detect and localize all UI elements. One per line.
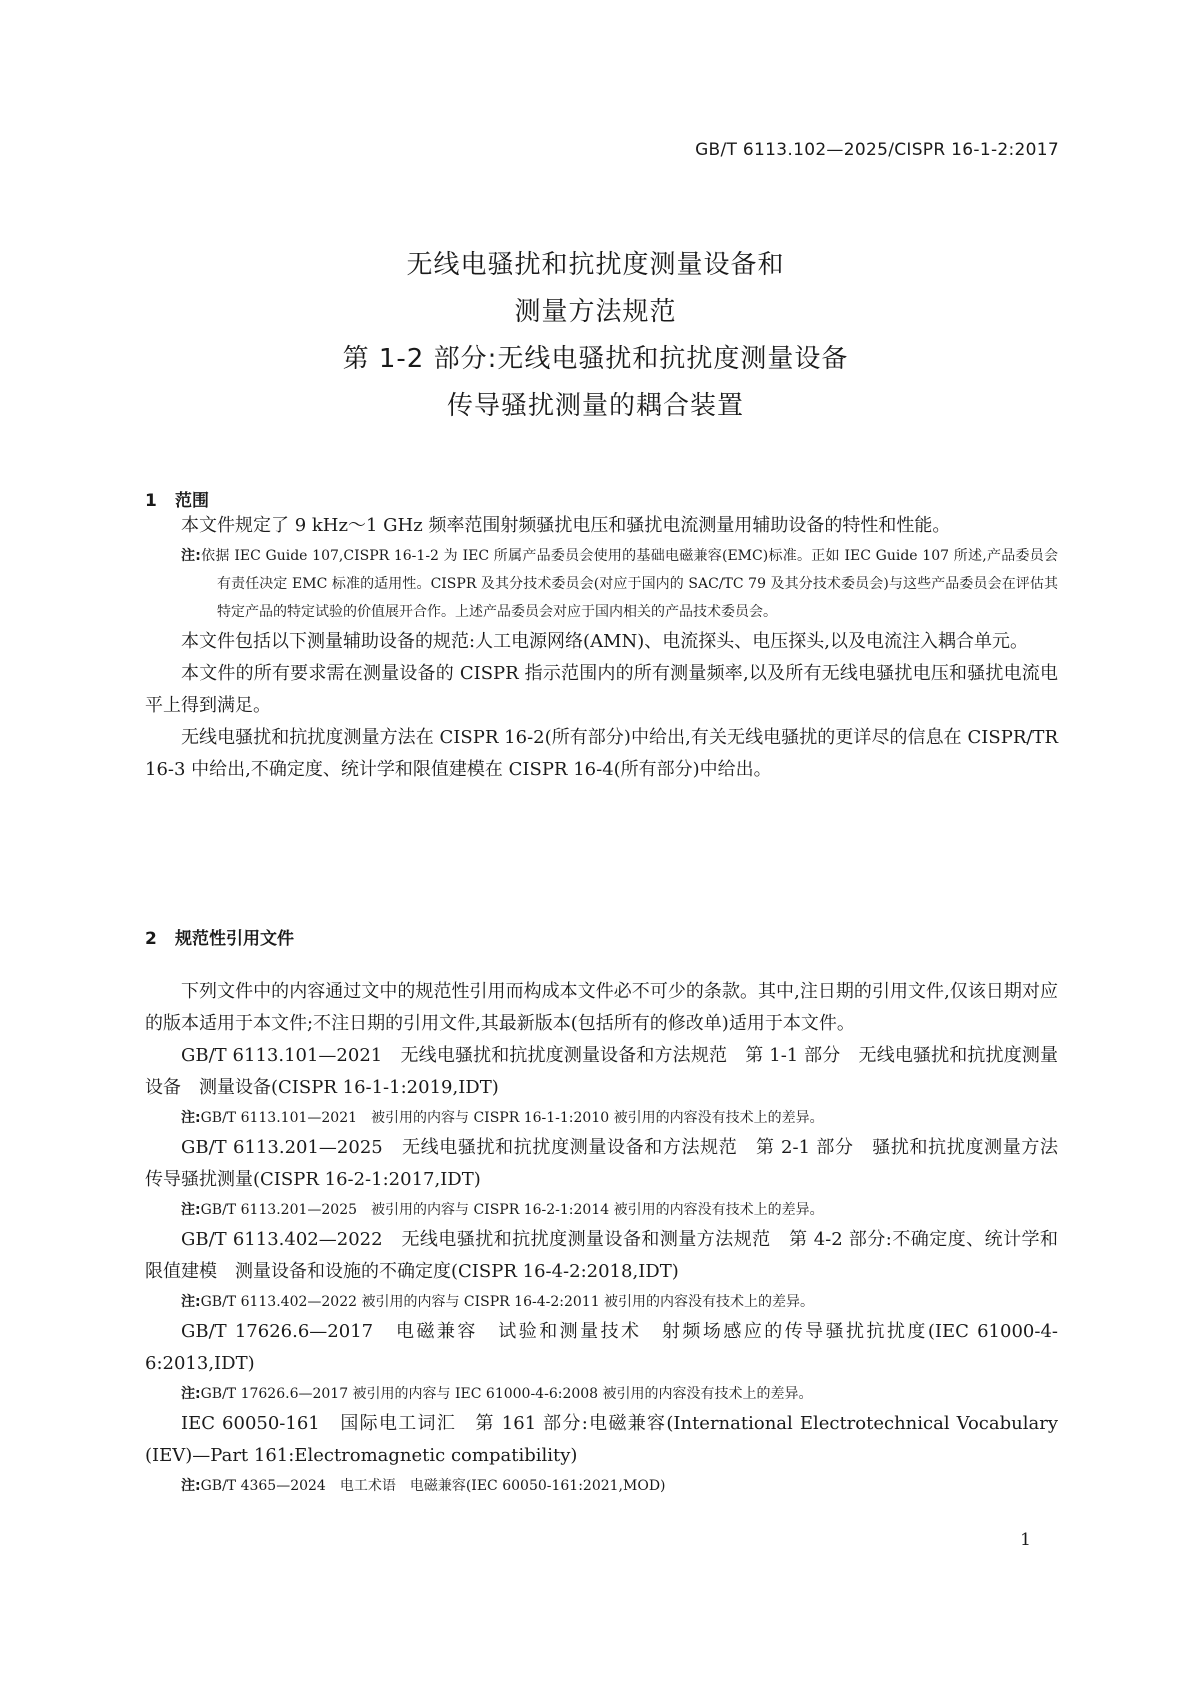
reference-note-text: GB/T 17626.6—2017 被引用的内容与 IEC 61000-4-6:2008 被引用的内容没有技术上的差异。 bbox=[200, 1386, 813, 1402]
reference-note bbox=[145, 1380, 1058, 1408]
reference-note bbox=[145, 1472, 1058, 1500]
page-number: 1 bbox=[1020, 1530, 1031, 1550]
reference-item: GB/T 6113.402—2022 无线电骚扰和抗扰度测量设备和测量方法规范 第 4-2 部分:不确定度、统计学和限值建模 测量设备和设施的不确定度(CISPR 16-4-2:2018,IDT) bbox=[145, 1229, 1058, 1282]
reference-note bbox=[145, 1104, 1058, 1132]
section-2-title: 规范性引用文件 bbox=[175, 929, 294, 949]
scope-paragraph-4: 无线电骚扰和抗扰度测量方法在 CISPR 16-2(所有部分)中给出,有关无线电骚扰的更详尽的信息在 CISPR/TR 16-3 中给出,不确定度、统计学和限值建模在 CISPR 16-4(所有部分)中给出。 bbox=[145, 727, 1058, 780]
reference-note-text: GB/T 6113.201—2025 被引用的内容与 CISPR 16-2-1:2014 被引用的内容没有技术上的差异。 bbox=[200, 1202, 824, 1218]
scope-paragraph-2: 本文件包括以下测量辅助设备的规范:人工电源网络(AMN)、电流探头、电压探头,以及电流注入耦合单元。 bbox=[181, 631, 1029, 652]
section-2-body bbox=[145, 976, 1076, 1500]
reference-note bbox=[145, 1196, 1058, 1224]
references-intro: 下列文件中的内容通过文中的规范性引用而构成本文件必不可少的条款。其中,注日期的引用文件,仅该日期对应的版本适用于本文件;不注日期的引用文件,其最新版本(包括所有的修改单)适用于本文件。 bbox=[145, 981, 1058, 1034]
section-2-number: 2 bbox=[145, 929, 157, 949]
reference-item: IEC 60050-161 国际电工词汇 第 161 部分:电磁兼容(International Electrotechnical Vocabulary (IEV)—Part 161:Electromagnetic compatibility) bbox=[145, 1413, 1058, 1466]
reference-item: GB/T 6113.101—2021 无线电骚扰和抗扰度测量设备和方法规范 第 1-1 部分 无线电骚扰和抗扰度测量设备 测量设备(CISPR 16-1-1:2019,IDT) bbox=[145, 1045, 1058, 1098]
title-line-3: 第 1-2 部分:无线电骚扰和抗扰度测量设备 bbox=[342, 344, 849, 374]
standard-code-header: GB/T 6113.102—2025/CISPR 16-1-2:2017 bbox=[695, 140, 1059, 160]
reference-note-label: 注: bbox=[181, 1110, 201, 1126]
document-title bbox=[0, 242, 1191, 430]
reference-note-label: 注: bbox=[181, 1386, 201, 1402]
reference-note bbox=[145, 1288, 1058, 1316]
scope-note-label: 注: bbox=[181, 548, 201, 564]
section-1-number: 1 bbox=[145, 491, 157, 511]
reference-note-text: GB/T 4365—2024 电工术语 电磁兼容(IEC 60050-161:2021,MOD) bbox=[200, 1478, 666, 1494]
title-line-4: 传导骚扰测量的耦合装置 bbox=[446, 391, 744, 421]
reference-item: GB/T 17626.6—2017 电磁兼容 试验和测量技术 射频场感应的传导骚扰抗扰度(IEC 61000-4-6:2013,IDT) bbox=[145, 1321, 1058, 1374]
title-line-2: 测量方法规范 bbox=[514, 297, 677, 327]
reference-note-label: 注: bbox=[181, 1478, 201, 1494]
reference-item: GB/T 6113.201—2025 无线电骚扰和抗扰度测量设备和方法规范 第 2-1 部分 骚扰和抗扰度测量方法 传导骚扰测量(CISPR 16-2-1:2017,IDT) bbox=[145, 1137, 1076, 1190]
title-line-1: 无线电骚扰和抗扰度测量设备和 bbox=[406, 250, 785, 280]
scope-note-text: 依据 IEC Guide 107,CISPR 16-1-2 为 IEC 所属产品委员会使用的基础电磁兼容(EMC)标准。正如 IEC Guide 107 所述,产品委员会有责任决定 EMC 标准的适用性。CISPR 及其分技术委员会(对应于国内的 SAC/TC 79 及其分技术委员会)与这些产品委员会在评估其特定产品的特定试验的价值展开合作。上述产品委员会对应于国内相关的产品技术委员会。 bbox=[200, 548, 1058, 620]
scope-note bbox=[145, 542, 1058, 626]
scope-paragraph-3: 本文件的所有要求需在测量设备的 CISPR 指示范围内的所有测量频率,以及所有无线电骚扰电压和骚扰电流电平上得到满足。 bbox=[145, 663, 1058, 716]
reference-note-text: GB/T 6113.402—2022 被引用的内容与 CISPR 16-4-2:2011 被引用的内容没有技术上的差异。 bbox=[200, 1294, 815, 1310]
reference-note-label: 注: bbox=[181, 1294, 201, 1310]
section-1-body bbox=[145, 510, 1058, 786]
section-1-heading bbox=[145, 486, 209, 511]
reference-note-text: GB/T 6113.101—2021 被引用的内容与 CISPR 16-1-1:2010 被引用的内容没有技术上的差异。 bbox=[200, 1110, 824, 1126]
section-2-heading bbox=[145, 924, 294, 949]
scope-paragraph-1: 本文件规定了 9 kHz～1 GHz 频率范围射频骚扰电压和骚扰电流测量用辅助设备的特性和性能。 bbox=[181, 515, 951, 536]
reference-note-label: 注: bbox=[181, 1202, 201, 1218]
section-1-title: 范围 bbox=[175, 491, 209, 511]
